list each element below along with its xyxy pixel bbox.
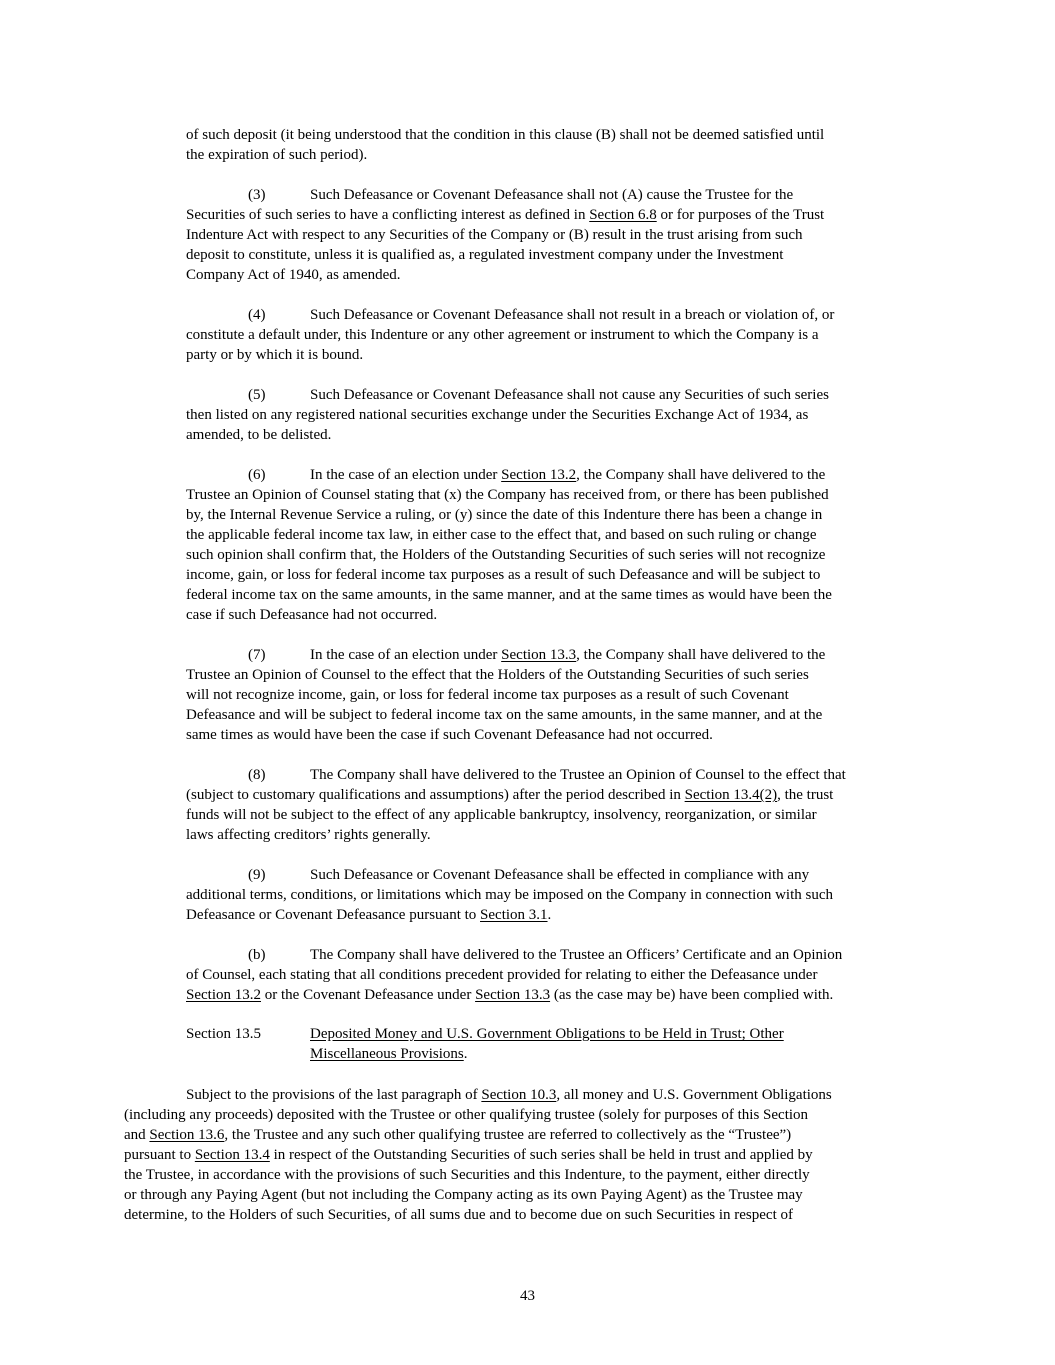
text-segment: pursuant to — [124, 1147, 195, 1163]
text-line: constitute a default under, this Indenture or any other agreement or instrument to which the Company is a — [186, 327, 819, 343]
clause-number: (7) — [248, 647, 266, 663]
text-segment: in respect of the Outstanding Securities of such series shall be held in trust and applied by — [269, 1147, 813, 1163]
clause-number: (4) — [248, 307, 266, 323]
text-segment: In the case of an election under — [310, 467, 502, 483]
text-line: Defeasance and will be subject to federal income tax on the same amounts, in the same manner, and at the — [186, 707, 823, 723]
text-line: federal income tax on the same amounts, in the same manner, and at the same times as would have been the — [186, 587, 832, 603]
text-line: Trustee an Opinion of Counsel stating that (x) the Company has received from, or there has been published — [186, 487, 829, 503]
text-segment: . — [547, 907, 552, 923]
text-line: deposit to constitute, unless it is qualified as, a regulated investment company under the Investment — [186, 247, 784, 263]
clause-number: (5) — [248, 387, 266, 403]
page-number: 43 — [520, 1288, 535, 1304]
clause-number: (3) — [248, 187, 266, 203]
text-line: or through any Paying Agent (but not including the Company acting as its own Paying Agent) as the Trustee may — [124, 1187, 803, 1203]
section-title — [310, 1024, 784, 1064]
text-line: determine, to the Holders of such Securities, of all sums due and to become due on such Securities in respect of — [124, 1207, 793, 1223]
clause-4-paragraph — [186, 305, 834, 365]
section-13-3-reference: Section 13.3 — [501, 647, 577, 663]
text-line: the expiration of such period). — [186, 147, 368, 163]
text-line: by, the Internal Revenue Service a ruling, or (y) since the date of this Indenture there has been a change in — [186, 507, 823, 523]
text-line: laws affecting creditors’ rights generally. — [186, 827, 431, 843]
text-line: then listed on any registered national securities exchange under the Securities Exchange Act of 1934, as — [186, 407, 809, 423]
text-line: the Trustee, in accordance with the provisions of such Securities and this Indenture, to the payment, either directly — [124, 1167, 810, 1183]
clause-9-paragraph — [186, 865, 833, 925]
text-segment: (subject to customary qualifications and assumptions) after the period described in — [186, 787, 685, 803]
clause-7-paragraph — [186, 645, 825, 745]
text-line: amended, to be delisted. — [186, 427, 332, 443]
text-line: Such Defeasance or Covenant Defeasance shall not cause any Securities of such series — [310, 387, 829, 403]
text-line: Company Act of 1940, as amended. — [186, 267, 401, 283]
text-segment: Securities of such series to have a conflicting interest as defined in — [186, 207, 590, 223]
text-line: the applicable federal income tax law, in either case to the effect that, and based on such ruling or change — [186, 527, 817, 543]
text-line: case if such Defeasance had not occurred. — [186, 607, 438, 623]
section-6-8-reference: Section 6.8 — [589, 207, 657, 223]
text-line: income, gain, or loss for federal income tax purposes as a result of such Defeasance and will be subject to — [186, 567, 821, 583]
section-10-3-reference: Section 10.3 — [481, 1087, 557, 1103]
text-line: additional terms, conditions, or limitations which may be imposed on the Company in connection with such — [186, 887, 833, 903]
text-line: Indenture Act with respect to any Securities of the Company or (B) result in the trust arising from such — [186, 227, 803, 243]
clause-number: (8) — [248, 767, 266, 783]
section-13-5-body-paragraph — [124, 1085, 832, 1225]
text-line: will not recognize income, gain, or loss for federal income tax purposes as a result of such Covenant — [186, 687, 789, 703]
text-line: Such Defeasance or Covenant Defeasance shall not (A) cause the Trustee for the — [310, 187, 794, 203]
text-segment: or for purposes of the Trust — [656, 207, 825, 223]
text-line: The Company shall have delivered to the Trustee an Officers’ Certificate and an Opinion — [310, 947, 843, 963]
text-segment: . — [463, 1046, 468, 1062]
section-13-4-2-reference: Section 13.4(2) — [684, 787, 778, 803]
section-13-4-reference: Section 13.4 — [194, 1147, 270, 1163]
text-line: such opinion shall confirm that, the Holders of the Outstanding Securities of such series will not recognize — [186, 547, 826, 563]
clause-number: (9) — [248, 867, 266, 883]
section-13-5-heading — [186, 1024, 946, 1064]
text-line: party or by which it is bound. — [186, 347, 364, 363]
section-title-line: Miscellaneous Provisions — [310, 1046, 464, 1062]
text-line: (including any proceeds) deposited with the Trustee or other qualifying trustee (solely for purposes of this Section — [124, 1107, 809, 1123]
text-line: The Company shall have delivered to the Trustee an Opinion of Counsel to the effect that — [310, 767, 846, 783]
clause-b-paragraph — [186, 945, 842, 1005]
text-segment: , all money and U.S. Government Obligations — [556, 1087, 832, 1103]
text-line: same times as would have been the case if such Covenant Defeasance had not occurred. — [186, 727, 713, 743]
clause-number: (6) — [248, 467, 266, 483]
section-13-6-reference: Section 13.6 — [149, 1127, 225, 1143]
text-line: Such Defeasance or Covenant Defeasance shall be effected in compliance with any — [310, 867, 810, 883]
clause-6-paragraph — [186, 465, 832, 625]
text-segment: , the trust — [777, 787, 834, 803]
text-line: of Counsel, each stating that all conditions precedent provided for relating to either the Defeasance under — [186, 967, 818, 983]
clause-8-paragraph — [186, 765, 846, 845]
text-line: Such Defeasance or Covenant Defeasance shall not result in a breach or violation of, or — [310, 307, 835, 323]
text-segment: Subject to the provisions of the last paragraph of — [186, 1087, 482, 1103]
clause-3-paragraph — [186, 185, 824, 285]
text-segment: or the Covenant Defeasance under — [261, 987, 476, 1003]
text-line: funds will not be subject to the effect of any applicable bankruptcy, insolvency, reorganization, or similar — [186, 807, 817, 823]
text-segment: (as the case may be) have been complied with. — [550, 987, 834, 1003]
text-line: of such deposit (it being understood that the condition in this clause (B) shall not be deemed satisfied until — [186, 127, 825, 143]
section-13-2-reference: Section 13.2 — [186, 987, 261, 1003]
text-segment: Defeasance or Covenant Defeasance pursuant to — [186, 907, 481, 923]
text-line: Trustee an Opinion of Counsel to the effect that the Holders of the Outstanding Securities of such series — [186, 667, 809, 683]
text-segment: , the Trustee and any such other qualifying trustee are referred to collectively as the “Trustee”) — [224, 1127, 792, 1143]
section-title-line: Deposited Money and U.S. Government Obligations to be Held in Trust; Other — [310, 1026, 784, 1042]
text-segment: In the case of an election under — [310, 647, 502, 663]
text-segment: , the Company shall have delivered to the — [576, 467, 826, 483]
section-3-1-reference: Section 3.1 — [480, 907, 548, 923]
clause-number: (b) — [248, 947, 266, 963]
section-13-3-reference: Section 13.3 — [475, 987, 551, 1003]
text-segment: , the Company shall have delivered to the — [576, 647, 826, 663]
text-segment: and — [124, 1127, 150, 1143]
clause-5-paragraph — [186, 385, 829, 445]
section-13-2-reference: Section 13.2 — [501, 467, 577, 483]
continuation-paragraph — [186, 125, 824, 165]
section-label: Section 13.5 — [186, 1026, 261, 1042]
